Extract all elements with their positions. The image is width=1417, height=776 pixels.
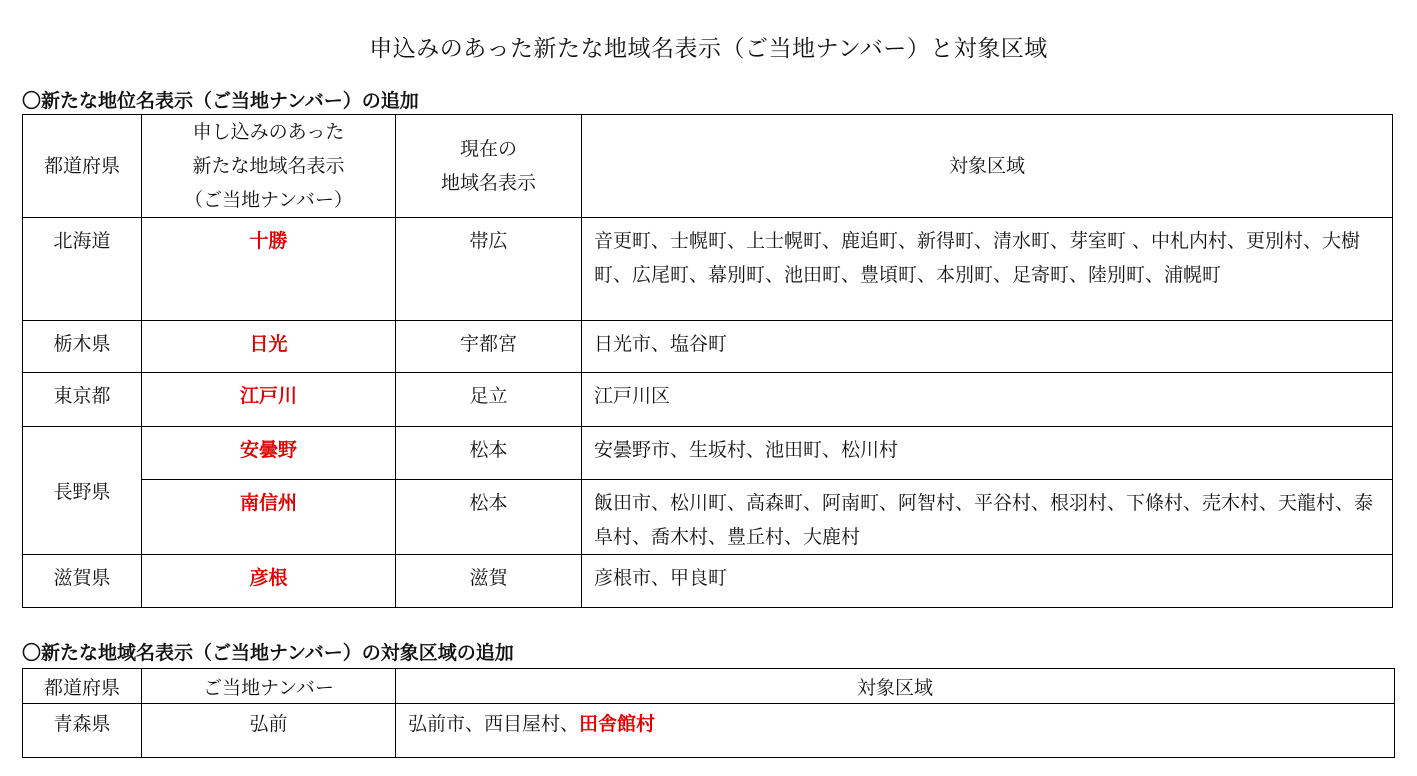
cell-current-name: 松本 (396, 480, 582, 555)
table-row (23, 218, 1393, 321)
table-row (23, 704, 1395, 758)
cell-target-area: 音更町、士幌町、上士幌町、鹿追町、新得町、清水町、芽室町 、中札内村、更別村、大樹町、広尾町、幕別町、池田町、豊頃町、本別町、足寄町、陸別町、浦幌町 (582, 218, 1393, 321)
new-names-table (22, 114, 1393, 608)
section-heading-new-names: 〇新たな地位名表示（ご当地ナンバー）の追加 (22, 90, 419, 112)
cell-new-name: 日光 (142, 321, 396, 373)
cell-new-name: 江戸川 (142, 373, 396, 427)
table-header-row (23, 669, 1395, 704)
cell-current-name: 宇都宮 (396, 321, 582, 373)
header-target-area: 対象区域 (396, 669, 1395, 704)
table-row (23, 373, 1393, 427)
cell-prefecture: 長野県 (23, 427, 142, 555)
area-additions-table (22, 668, 1395, 758)
area-existing: 弘前市、西目屋村、 (408, 713, 580, 735)
header-prefecture: 都道府県 (23, 669, 142, 704)
cell-local-number: 弘前 (142, 704, 396, 758)
table-row (23, 321, 1393, 373)
table-row (23, 427, 1393, 480)
cell-current-name: 帯広 (396, 218, 582, 321)
cell-current-name: 足立 (396, 373, 582, 427)
page-title: 申込みのあった新たな地域名表示（ご当地ナンバー）と対象区域 (369, 36, 1048, 62)
section-heading-area-additions: 〇新たな地域名表示（ご当地ナンバー）の対象区域の追加 (22, 642, 514, 664)
cell-current-name: 松本 (396, 427, 582, 480)
cell-new-name: 南信州 (142, 480, 396, 555)
cell-target-area: 安曇野市、生坂村、池田町、松川村 (582, 427, 1393, 480)
cell-prefecture: 滋賀県 (23, 555, 142, 608)
header-new-name: 申し込みのあった 新たな地域名表示 （ご当地ナンバー） (142, 115, 396, 218)
cell-prefecture: 栃木県 (23, 321, 142, 373)
table-row (23, 480, 1393, 555)
cell-new-name: 十勝 (142, 218, 396, 321)
cell-prefecture: 東京都 (23, 373, 142, 427)
header-local-number: ご当地ナンバー (142, 669, 396, 704)
cell-target-area (396, 704, 1395, 758)
header-target-area: 対象区域 (582, 115, 1393, 218)
cell-target-area: 日光市、塩谷町 (582, 321, 1393, 373)
cell-target-area: 江戸川区 (582, 373, 1393, 427)
header-prefecture: 都道府県 (23, 115, 142, 218)
cell-current-name: 滋賀 (396, 555, 582, 608)
cell-new-name: 彦根 (142, 555, 396, 608)
header-current-name: 現在の 地域名表示 (396, 115, 582, 218)
cell-target-area: 飯田市、松川町、高森町、阿南町、阿智村、平谷村、根羽村、下條村、売木村、天龍村、泰阜村、喬木村、豊丘村、大鹿村 (582, 480, 1393, 555)
cell-prefecture: 北海道 (23, 218, 142, 321)
cell-new-name: 安曇野 (142, 427, 396, 480)
table-row (23, 555, 1393, 608)
cell-target-area: 彦根市、甲良町 (582, 555, 1393, 608)
cell-prefecture: 青森県 (23, 704, 142, 758)
area-added: 田舎館村 (579, 713, 656, 735)
table-header-row (23, 115, 1393, 218)
